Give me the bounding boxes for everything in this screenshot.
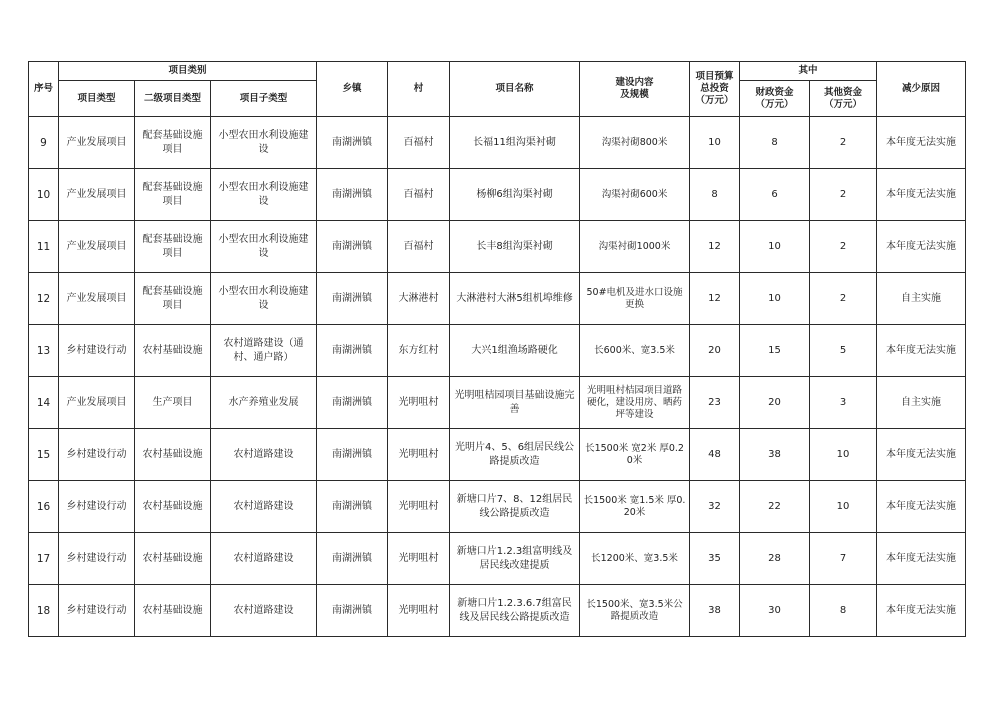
cell-seq: 17 [29, 533, 59, 585]
cell-village: 光明咀村 [388, 429, 450, 481]
header-fiscal-line2: （万元） [755, 98, 794, 110]
table-row [29, 221, 966, 273]
cell-content: 沟渠衬砌600米 [580, 169, 690, 221]
cell-fiscal: 38 [740, 429, 810, 481]
cell-budget: 23 [690, 377, 740, 429]
cell-project-name: 光明咀桔园项目基础设施完善 [450, 377, 580, 429]
cell-fiscal: 22 [740, 481, 810, 533]
cell-town: 南湖洲镇 [317, 585, 388, 637]
cell-fiscal: 28 [740, 533, 810, 585]
cell-village: 光明咀村 [388, 533, 450, 585]
cell-project-type: 乡村建设行动 [59, 325, 135, 377]
cell-seq: 13 [29, 325, 59, 377]
cell-reason: 自主实施 [877, 273, 966, 325]
cell-other: 2 [810, 221, 877, 273]
header-budget-line2: 总投资 [700, 83, 729, 94]
project-table [28, 61, 966, 637]
header-other-line1: 其他资金 [824, 86, 863, 98]
table-row [29, 377, 966, 429]
table-row [29, 325, 966, 377]
cell-reason: 本年度无法实施 [877, 325, 966, 377]
cell-budget: 12 [690, 221, 740, 273]
cell-content: 沟渠衬砌1000米 [580, 221, 690, 273]
cell-fiscal: 15 [740, 325, 810, 377]
cell-other: 8 [810, 585, 877, 637]
cell-content: 50#电机及进水口设施更换 [580, 273, 690, 325]
cell-seq: 11 [29, 221, 59, 273]
header-budget-line1: 项目预算 [695, 71, 734, 82]
header-category-group: 项目类别 [59, 62, 317, 81]
table-row [29, 169, 966, 221]
cell-budget: 38 [690, 585, 740, 637]
cell-project-name: 杨柳6组沟渠衬砌 [450, 169, 580, 221]
cell-secondary-type: 配套基础设施项目 [135, 221, 211, 273]
header-other [810, 81, 877, 117]
table-row [29, 533, 966, 585]
cell-content: 沟渠衬砌800米 [580, 117, 690, 169]
cell-secondary-type: 农村基础设施 [135, 325, 211, 377]
cell-content: 长1200米、宽3.5米 [580, 533, 690, 585]
cell-fiscal: 6 [740, 169, 810, 221]
cell-content: 长600米、宽3.5米 [580, 325, 690, 377]
cell-fiscal: 30 [740, 585, 810, 637]
header-fiscal [740, 81, 810, 117]
cell-budget: 20 [690, 325, 740, 377]
cell-town: 南湖洲镇 [317, 325, 388, 377]
cell-sub-type: 农村道路建设 [211, 533, 317, 585]
cell-town: 南湖洲镇 [317, 117, 388, 169]
cell-project-type: 产业发展项目 [59, 273, 135, 325]
header-project-name: 项目名称 [450, 62, 580, 117]
cell-project-type: 产业发展项目 [59, 117, 135, 169]
cell-seq: 9 [29, 117, 59, 169]
cell-other: 2 [810, 117, 877, 169]
cell-secondary-type: 生产项目 [135, 377, 211, 429]
cell-budget: 8 [690, 169, 740, 221]
cell-fiscal: 10 [740, 273, 810, 325]
cell-secondary-type: 农村基础设施 [135, 429, 211, 481]
cell-budget: 32 [690, 481, 740, 533]
cell-sub-type: 农村道路建设 [211, 429, 317, 481]
cell-reason: 本年度无法实施 [877, 429, 966, 481]
table-row [29, 117, 966, 169]
cell-project-name: 长丰8组沟渠衬砌 [450, 221, 580, 273]
cell-sub-type: 水产养殖业发展 [211, 377, 317, 429]
cell-seq: 12 [29, 273, 59, 325]
cell-seq: 16 [29, 481, 59, 533]
cell-village: 光明咀村 [388, 585, 450, 637]
cell-fiscal: 20 [740, 377, 810, 429]
cell-secondary-type: 农村基础设施 [135, 585, 211, 637]
header-fiscal-line1: 财政资金 [755, 86, 794, 98]
cell-town: 南湖洲镇 [317, 533, 388, 585]
cell-budget: 48 [690, 429, 740, 481]
cell-sub-type: 小型农田水利设施建设 [211, 117, 317, 169]
header-village: 村 [388, 62, 450, 117]
cell-fiscal: 8 [740, 117, 810, 169]
cell-village: 大淋港村 [388, 273, 450, 325]
cell-project-name: 新塘口片7、8、12组居民线公路提质改造 [450, 481, 580, 533]
cell-other: 3 [810, 377, 877, 429]
cell-project-type: 乡村建设行动 [59, 481, 135, 533]
cell-other: 5 [810, 325, 877, 377]
cell-town: 南湖洲镇 [317, 429, 388, 481]
cell-sub-type: 小型农田水利设施建设 [211, 221, 317, 273]
cell-reason: 本年度无法实施 [877, 221, 966, 273]
cell-secondary-type: 配套基础设施项目 [135, 117, 211, 169]
cell-village: 百福村 [388, 169, 450, 221]
header-secondary-type: 二级项目类型 [135, 81, 211, 117]
cell-seq: 14 [29, 377, 59, 429]
cell-other: 2 [810, 169, 877, 221]
table-row [29, 273, 966, 325]
cell-sub-type: 小型农田水利设施建设 [211, 273, 317, 325]
cell-project-type: 产业发展项目 [59, 377, 135, 429]
cell-secondary-type: 配套基础设施项目 [135, 169, 211, 221]
cell-project-type: 乡村建设行动 [59, 585, 135, 637]
header-reason: 减少原因 [877, 62, 966, 117]
cell-project-type: 产业发展项目 [59, 169, 135, 221]
cell-seq: 10 [29, 169, 59, 221]
cell-other: 10 [810, 429, 877, 481]
cell-sub-type: 小型农田水利设施建设 [211, 169, 317, 221]
cell-sub-type: 农村道路建设（通村、通户路） [211, 325, 317, 377]
cell-secondary-type: 农村基础设施 [135, 481, 211, 533]
cell-reason: 本年度无法实施 [877, 585, 966, 637]
cell-project-name: 大兴1组渔场路硬化 [450, 325, 580, 377]
cell-town: 南湖洲镇 [317, 273, 388, 325]
cell-reason: 本年度无法实施 [877, 117, 966, 169]
cell-budget: 10 [690, 117, 740, 169]
header-seq: 序号 [29, 62, 59, 117]
cell-town: 南湖洲镇 [317, 377, 388, 429]
header-of-which: 其中 [740, 62, 877, 81]
cell-village: 光明咀村 [388, 377, 450, 429]
cell-content: 长1500米 宽2米 厚0.20米 [580, 429, 690, 481]
header-town: 乡镇 [317, 62, 388, 117]
cell-other: 2 [810, 273, 877, 325]
cell-content: 光明咀村桔园项目道路硬化，建设用房、晒药坪等建设 [580, 377, 690, 429]
cell-budget: 35 [690, 533, 740, 585]
header-budget [690, 62, 740, 117]
cell-project-type: 乡村建设行动 [59, 533, 135, 585]
table-row [29, 585, 966, 637]
header-content [580, 62, 690, 117]
cell-village: 东方红村 [388, 325, 450, 377]
cell-reason: 本年度无法实施 [877, 169, 966, 221]
cell-other: 10 [810, 481, 877, 533]
cell-secondary-type: 配套基础设施项目 [135, 273, 211, 325]
cell-project-type: 产业发展项目 [59, 221, 135, 273]
cell-village: 光明咀村 [388, 481, 450, 533]
cell-content: 长1500米 宽1.5米 厚0.20米 [580, 481, 690, 533]
table-body [29, 117, 966, 637]
cell-reason: 本年度无法实施 [877, 481, 966, 533]
header-content-line1: 建设内容 [615, 77, 654, 88]
cell-project-name: 新塘口片1.2.3组富明线及居民线改建提质 [450, 533, 580, 585]
header-project-type: 项目类型 [59, 81, 135, 117]
cell-sub-type: 农村道路建设 [211, 481, 317, 533]
cell-project-name: 大淋港村大淋5组机埠维修 [450, 273, 580, 325]
header-sub-type: 项目子类型 [211, 81, 317, 117]
cell-reason: 本年度无法实施 [877, 533, 966, 585]
cell-seq: 15 [29, 429, 59, 481]
cell-project-name: 新塘口片1.2.3.6.7组富民线及居民线公路提质改造 [450, 585, 580, 637]
header-budget-line3: （万元） [695, 95, 734, 106]
cell-fiscal: 10 [740, 221, 810, 273]
cell-content: 长1500米、宽3.5米公路提质改造 [580, 585, 690, 637]
cell-budget: 12 [690, 273, 740, 325]
cell-project-type: 乡村建设行动 [59, 429, 135, 481]
cell-project-name: 光明片4、5、6组居民线公路提质改造 [450, 429, 580, 481]
cell-town: 南湖洲镇 [317, 169, 388, 221]
cell-sub-type: 农村道路建设 [211, 585, 317, 637]
cell-town: 南湖洲镇 [317, 481, 388, 533]
cell-reason: 自主实施 [877, 377, 966, 429]
table-row [29, 429, 966, 481]
cell-village: 百福村 [388, 117, 450, 169]
cell-seq: 18 [29, 585, 59, 637]
cell-secondary-type: 农村基础设施 [135, 533, 211, 585]
header-other-line2: （万元） [824, 98, 863, 110]
header-content-line2: 及规模 [620, 89, 649, 100]
cell-town: 南湖洲镇 [317, 221, 388, 273]
table-row [29, 481, 966, 533]
cell-village: 百福村 [388, 221, 450, 273]
cell-other: 7 [810, 533, 877, 585]
cell-project-name: 长福11组沟渠衬砌 [450, 117, 580, 169]
